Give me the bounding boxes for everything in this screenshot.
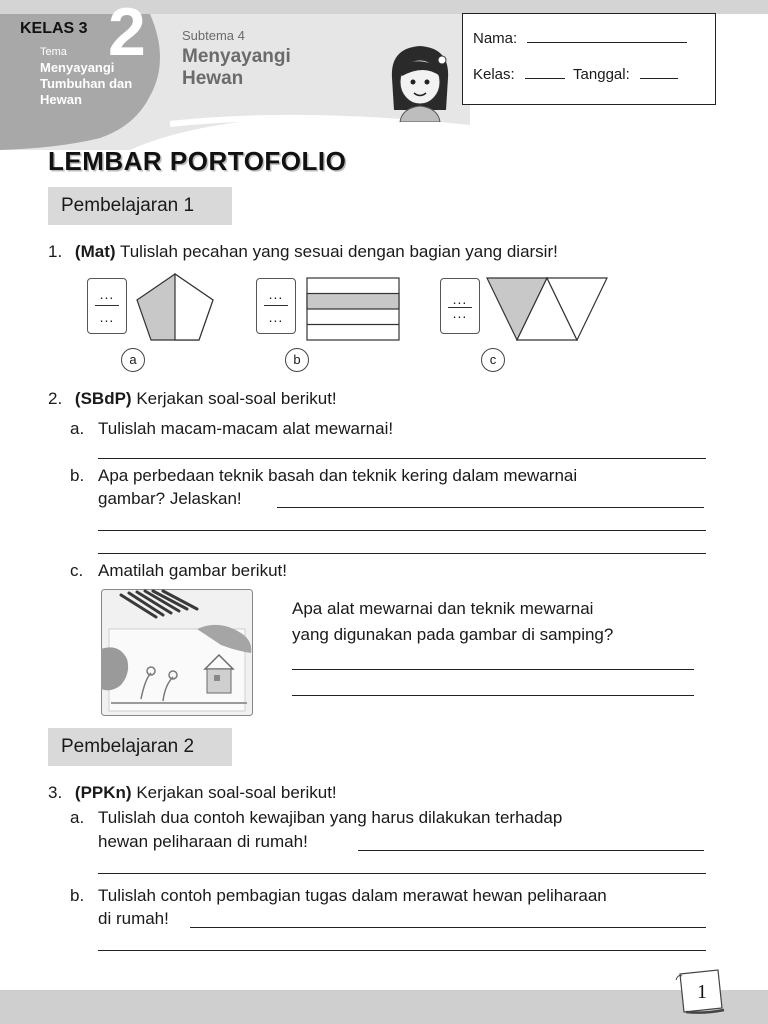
date-field[interactable] [640, 66, 678, 79]
q3b-text-1: Tulislah contoh pembagian tugas dalam merawat hewan peliharaan [98, 886, 607, 905]
question-1 [48, 241, 558, 263]
q2-subject: (SBdP) [74, 389, 132, 408]
tema-label: Tema [40, 46, 67, 58]
kelas-label: KELAS 3 [20, 20, 88, 37]
label-b: b [285, 348, 309, 372]
numerator-placeholder: ... [99, 286, 115, 302]
denominator-placeholder: ... [99, 309, 115, 325]
q2b-text-2: gambar? Jelaskan! [98, 489, 242, 508]
name-row [473, 30, 687, 47]
fraction-answer-card-a[interactable] [87, 278, 127, 334]
subtema-label: Subtema 4 [182, 28, 245, 43]
q2a-letter: a. [70, 419, 85, 438]
answer-line[interactable] [277, 507, 704, 508]
girl-illustration [380, 40, 460, 122]
answer-line[interactable] [98, 458, 706, 459]
answer-line[interactable] [98, 553, 706, 554]
answer-line[interactable] [292, 669, 694, 670]
name-field[interactable] [527, 30, 687, 43]
q2b-letter: b. [70, 466, 85, 485]
q3a-letter: a. [70, 808, 85, 827]
q3a-text-2: hewan peliharaan di rumah! [98, 832, 308, 851]
page-number: 1 [697, 981, 707, 1003]
triangles-figure [486, 277, 608, 341]
fraction-answer-card-c[interactable] [440, 278, 480, 334]
tema-name: Menyayangi Tumbuhan dan Hewan [40, 60, 133, 107]
pentagon-figure [134, 272, 216, 342]
answer-line[interactable] [358, 850, 704, 851]
date-label: Tanggal: [573, 66, 630, 83]
denominator-placeholder: ... [268, 309, 284, 325]
tema-number: 2 [108, 0, 146, 70]
q3-subject: (PPKn) [74, 783, 132, 802]
q2-number: 2. [48, 389, 63, 408]
q2c-question-1: Apa alat mewarnai dan teknik mewarnai [292, 599, 594, 618]
question-2 [48, 388, 337, 410]
q3b-letter: b. [70, 886, 85, 905]
q1-text: Tulislah pecahan yang sesuai dengan bagian yang diarsir! [119, 242, 558, 261]
section-pembelajaran-1: Pembelajaran 1 [48, 187, 232, 225]
q3-number: 3. [48, 783, 63, 802]
denominator-placeholder: ... [452, 305, 468, 321]
q2c-question-2: yang digunakan pada gambar di samping? [292, 625, 614, 644]
q2b-text-1: Apa perbedaan teknik basah dan teknik kering dalam mewarnai [98, 466, 578, 485]
q2c-text: Amatilah gambar berikut! [98, 561, 287, 580]
q1-subject: (Mat) [74, 242, 116, 261]
answer-line[interactable] [98, 530, 706, 531]
rectangle-figure [306, 277, 401, 341]
q2-text: Kerjakan soal-soal berikut! [136, 389, 337, 408]
numerator-placeholder: ... [452, 291, 468, 307]
page-number-badge [672, 968, 728, 1016]
section-pembelajaran-2: Pembelajaran 2 [48, 728, 232, 766]
label-c: c [481, 348, 505, 372]
answer-line[interactable] [98, 873, 706, 874]
coloring-photo [101, 589, 253, 716]
fraction-bar [95, 305, 119, 306]
answer-line[interactable] [292, 695, 694, 696]
class-date-row [473, 66, 678, 83]
q1-number: 1. [48, 242, 63, 261]
q3a-text-1: Tulislah dua contoh kewajiban yang harus dilakukan terhadap [98, 808, 563, 827]
q2c-letter: c. [70, 561, 84, 580]
q3b-text-2: di rumah! [98, 909, 169, 928]
answer-line[interactable] [98, 950, 706, 951]
numerator-placeholder: ... [268, 286, 284, 302]
name-label: Nama: [473, 30, 518, 47]
fraction-answer-card-b[interactable] [256, 278, 296, 334]
fraction-bar [264, 305, 288, 306]
identity-box [462, 13, 716, 105]
page-title: LEMBAR PORTOFOLIO [48, 146, 347, 176]
answer-line[interactable] [190, 927, 706, 928]
label-a: a [121, 348, 145, 372]
class-label: Kelas: [473, 66, 515, 83]
subtema-name: Menyayangi Hewan [182, 46, 291, 89]
q2a-text: Tulislah macam-macam alat mewarnai! [98, 419, 394, 438]
footer-band [0, 990, 768, 1024]
question-3 [48, 782, 337, 804]
class-field[interactable] [525, 66, 565, 79]
q3-text: Kerjakan soal-soal berikut! [136, 783, 337, 802]
